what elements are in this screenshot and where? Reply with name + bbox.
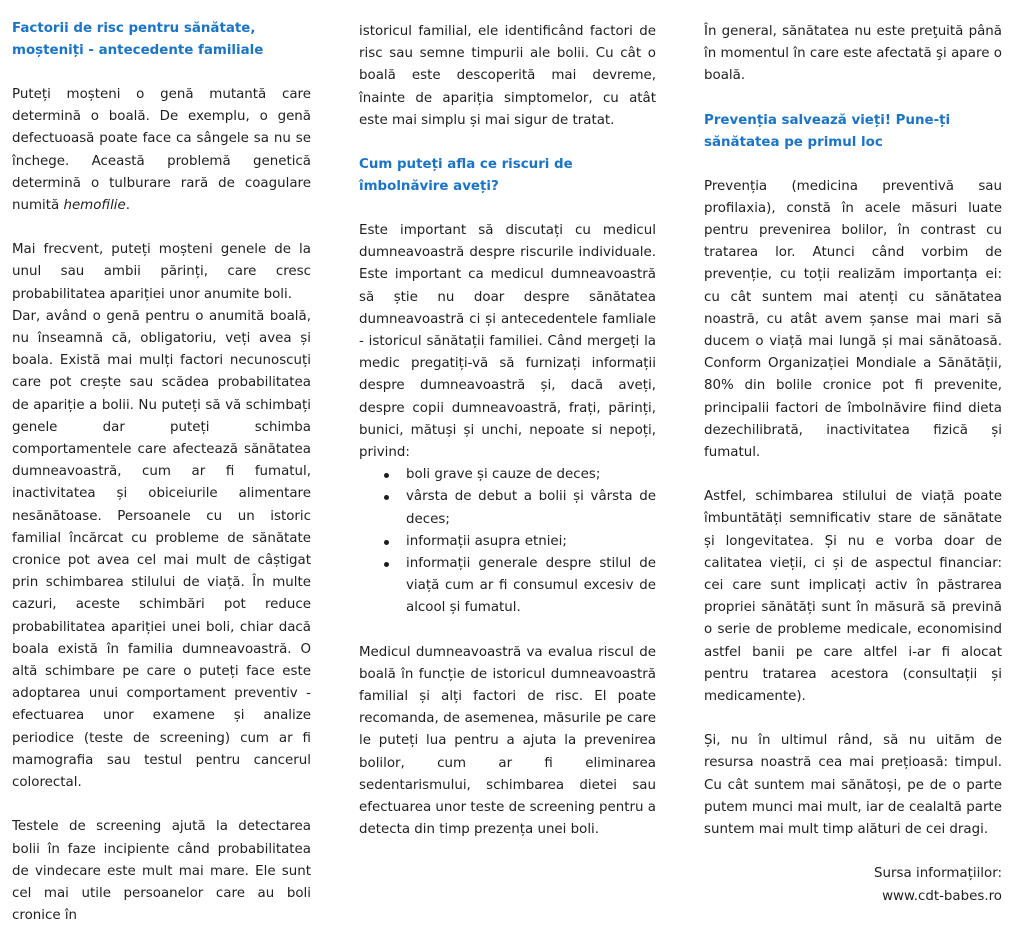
- bullet-icon: [384, 473, 389, 478]
- paragraph-gene-not-destiny: Dar, având o genă pentru o anumită boală, nu înseamnă că, obligatoriu, veți avea și boala. Există mai mulți factori necunoscuți care pot crește sau scădea probabilitatea de apariție a bolii. Nu puteți să vă schimbați genele dar puteți schimba comportamentele care afectează sănătatea dumneavoastră, cum ar fi fumatul, inactivitatea și obiceiurile alimentare nesănătoase. Persoanele cu un istoric familial încărcat cu probleme de sănătate cronice pot avea cel mai mult de câștigat prin schimbarea stilului de viață. În multe cazuri, aceste schimbări pot reduce probabilitatea apariției unei boli, chiar dacă boala există în familia dumneavoastră. O altă schimbare pe care o puteți face este adoptarea unui comportament preventiv - efectuarea unor examene și analize periodice (teste de screening) cum ar fi mamografia sau testul pentru cancerul colorectal.: [12, 308, 311, 791]
- column-3: [704, 21, 1002, 908]
- list-item: informații asupra etniei;: [359, 531, 656, 553]
- paragraph-doctor-evaluation: Medicul dumneavoastră va evalua riscul de boală în funcție de istoricul dumneavoastră familial și alți factori de risc. El poate recomanda, de asemenea, măsurile pe care le puteți lua pentru a ajuta la prevenirea bolilor, cum ar fi eliminarea sedentarismului, schimbarea dietei sau efectuarea unor teste de screening pentru a detecta din timp prezența unei boli.: [359, 644, 656, 838]
- bullet-icon: [384, 495, 389, 500]
- paragraph-prevention-definition: Prevenția (medicina preventivă sau profilaxia), constă în acele măsuri luate pentru prevenirea bolilor, în contrast cu tratarea lor. Atunci când vorbim de prevenție, cu toții realizăm importanța ei: cu cât suntem mai atenți cu sănătatea noastră, cu atât avem șanse mai mari să ducem o viață mai lungă și mai sănătoasă. Conform Organizației Mondiale a Sănătății, 80% din bolile cronice pot fi prevenite, principalii factori de îmbolnăvire fiind dieta dezechilibrată, inactivitatea fizică și fumatul.: [704, 178, 1002, 461]
- paragraph-family-history-continued: istoricul familial, ele identificând factori de risc sau semne timpurii ale bolii. Cu cât o boală este descoperită mai devreme, înainte de apariția simptomelor, cu atât este mai simplu și mai sigur de tratat.: [359, 24, 656, 128]
- column-2: [359, 21, 656, 842]
- paragraph-mutant-gene: Puteți moșteni o genă mutantă care determină o boală. De exemplu, o genă defectuoasă poate face ca sângele sa nu se închege. Această problemă genetică determină o tulburare rară de coagulare numită hemofilie.: [12, 87, 311, 214]
- risk-info-list: [359, 464, 656, 619]
- source-url: www.cdt-babes.ro: [882, 888, 1002, 904]
- paragraph-lifestyle-change: Astfel, schimbarea stilului de viață poate îmbuntătăți semnificativ stare de sănătate și longevitatea. Și nu e vorba doar de calitatea vieții, ci și de aspectul financiar: cei care sunt implicați activ în păstrarea propriei sănătăți sunt în măsură să prevină o serie de probleme medicale, economisind astfel banii pe care altfel i-ar fi alocat pentru tratarea acestora (consultații și medicamente).: [704, 489, 1002, 705]
- paragraph-inherit-genes: Mai frecvent, puteți moșteni genele de la unul sau ambii părinți, care cresc probabilitatea apariției unor anumite boli.: [12, 242, 311, 302]
- term-hemophilia: hemofilie: [63, 198, 126, 214]
- list-item: boli grave și cauze de deces;: [359, 464, 656, 486]
- source-label: Sursa informațiilor:: [874, 866, 1002, 882]
- bullet-icon: [384, 540, 389, 545]
- bullet-icon: [384, 562, 389, 567]
- paragraph-screening-tests: Testele de screening ajută la detectarea bolii în faze incipiente când probabilitatea de vindecare este mult mai mare. Ele sunt cel mai utile persoanelor care au boli cronice în: [12, 819, 311, 924]
- paragraph-health-not-valued: În general, sănătatea nu este preţuită până în momentul în care este afectată şi apare o boală.: [704, 24, 1002, 84]
- list-item: informații generale despre stilul de viață cum ar fi consumul excesiv de alcool și fumatul.: [359, 553, 656, 620]
- heading-find-risks: Cum puteți afla ce riscuri de îmbolnăvire aveți?: [359, 157, 573, 195]
- column-1: [12, 18, 311, 927]
- list-item: vârsta de debut a bolii și vârsta de deces;: [359, 486, 656, 530]
- heading-prevention-saves-lives: Prevenția salvează vieți! Pune-ți sănătatea pe primul loc: [704, 112, 951, 150]
- paragraph-discuss-with-doctor: Este important să discutați cu medicul dumneavoastră despre riscurile individuale. Este important ca medicul dumneavoastră să știe nu doar despre sănătatea dumneavoastră ci și antecedentele famliale - istoricul sănătații familiei. Când mergeți la medic pregatiți-vă să furnizați informații despre dumneavoastră și, dacă aveți, despre copii dumneavoastră, frați, părinți, bunici, mătuși și unchi, nepoate si nepoți, privind:: [359, 223, 656, 461]
- heading-inherited-risk-factors: Factorii de risc pentru sănătate, moșteniți - antecedente familiale: [12, 21, 264, 58]
- paragraph-time-resource: Și, nu în ultimul rând, să nu uităm de resursa noastră cea mai prețioasă: timpul. Cu cât suntem mai sănătoși, pe de o parte putem munci mai mult, iar de cealaltă parte suntem mai mult timp alături de cei dragi.: [704, 733, 1002, 838]
